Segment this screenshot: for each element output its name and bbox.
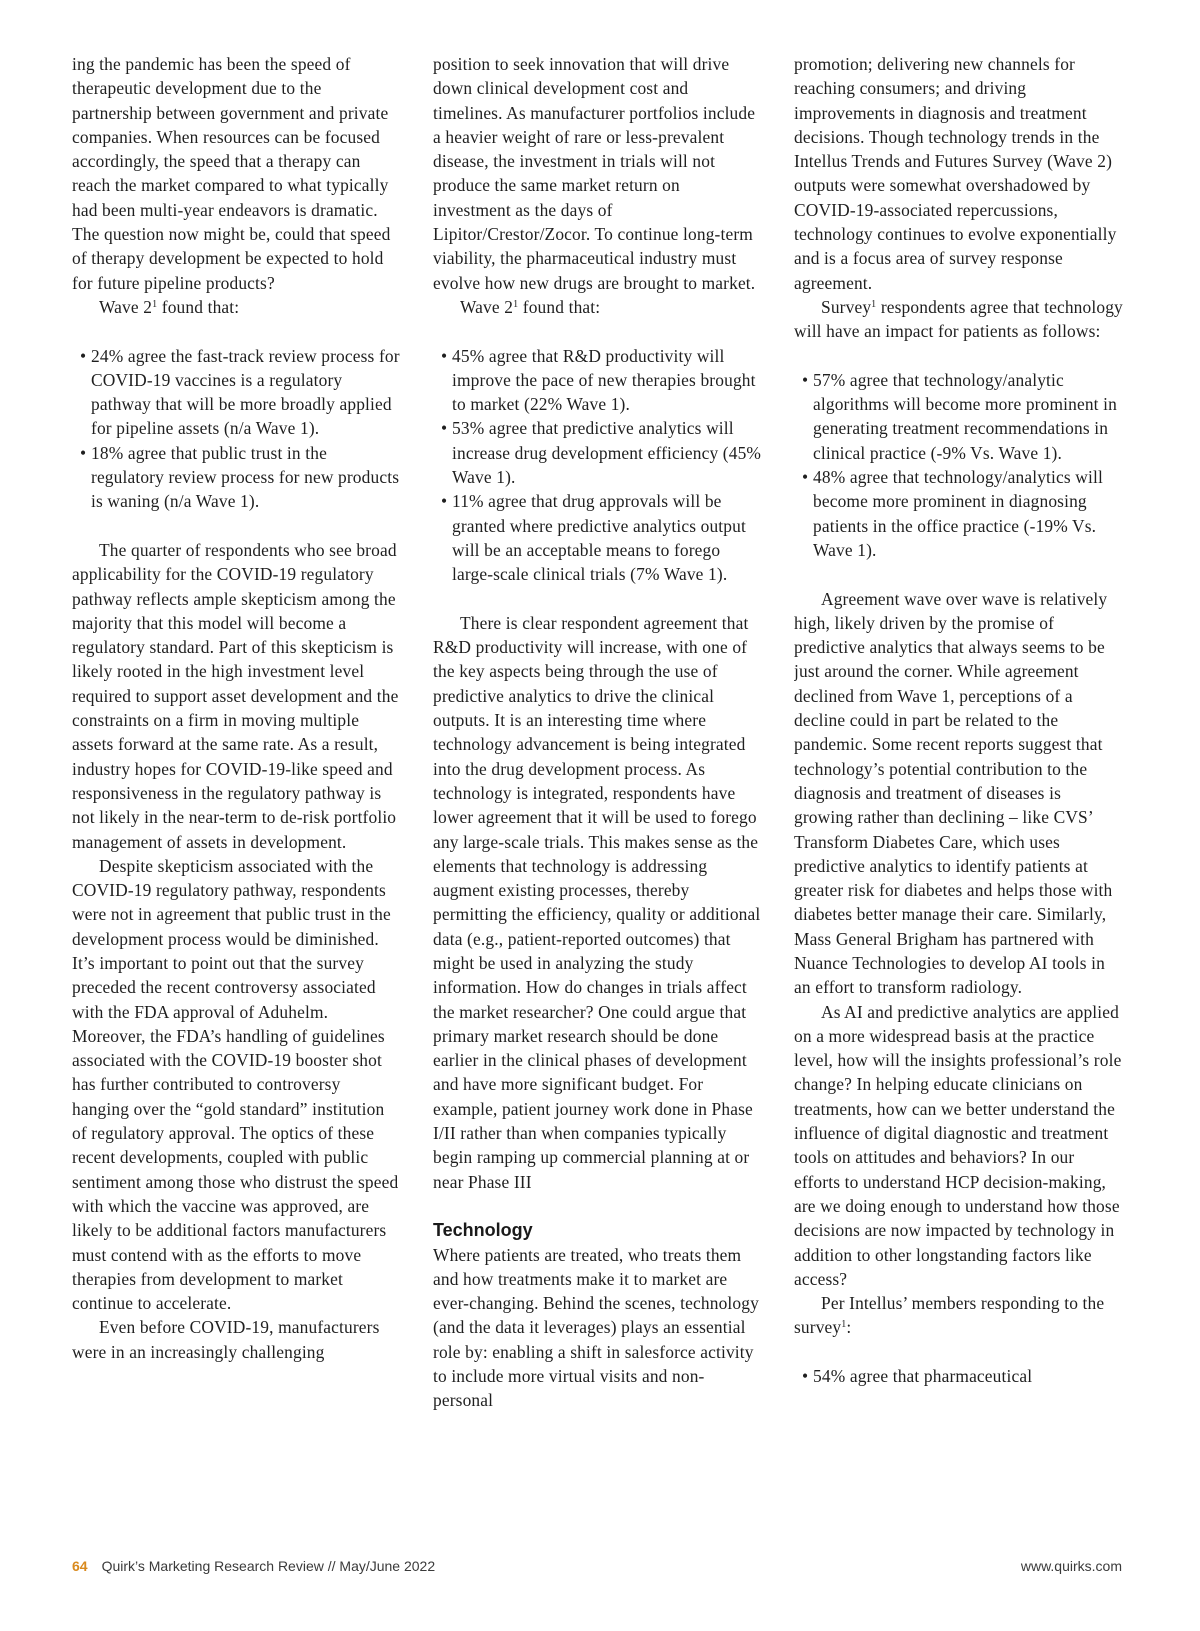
paragraph: Survey$^1$ respondents agree that technology will have an impact for patients as follows:	[794, 296, 1123, 342]
bullet-list	[433, 344, 762, 587]
bullet-list	[794, 368, 1123, 562]
paragraph: position to seek innovation that will drive down clinical development cost and timelines. As manufacturer portfolios include a heavier weight of rare or less-prevalent disease, the investment in trials will not produce the same market return on investment as the days of Lipitor/Crestor/Zocor. To continue long-term viability, the pharmaceutical industry must evolve how new drugs are brought to market.	[433, 54, 756, 293]
list-item: • 57% agree that technology/analytic algorithms will become more prominent in generating treatment recommendations in clinical practice (-9% Vs. Wave 1).	[794, 368, 1123, 465]
wave-intro: Wave $2^1$ found that:	[460, 296, 601, 317]
bullet-list	[794, 1364, 1123, 1388]
paragraph: promotion; delivering new channels for reaching consumers; and driving improvements in diagnosis and treatment decisions. Though technology trends in the Intellus Trends and Futures Survey (Wave 2) outputs were somewhat overshadowed by COVID-19-associated repercussions, technology continues to evolve exponentially and is a focus area of survey response agreement.	[794, 54, 1117, 293]
paragraph: Despite skepticism associated with the COVID-19 regulatory pathway, respondents were not in agreement that public trust in the development process would be diminished. It’s important to point out that the survey preceded the recent controversy associated with the FDA approval of Aduhelm. Moreover, the FDA’s handling of guidelines associated with the COVID-19 booster shot has further contributed to controversy hanging over the “gold standard” institution of regulatory approval. The optics of these recent developments, coupled with public sentiment among those who distrust the speed with which the vaccine was approved, are likely to be additional factors manufacturers must contend with as the efforts to move therapies from development to market continue to accelerate.	[72, 855, 399, 1314]
article-body	[72, 52, 1122, 1552]
wave-intro: Wave $2^1$ found that:	[99, 296, 240, 317]
section-heading: Technology	[433, 1220, 533, 1241]
page-footer	[72, 1556, 1122, 1576]
paragraph: There is clear respondent agreement that R&D productivity will increase, with one of the key aspects being through the use of predictive analytics to drive the clinical outputs. It is an interesting time where technology advancement is being integrated into the drug development process. As technology is integrated, respondents have lower agreement that it will be used to forego any large-scale trials. This makes sense as the elements that technology is addressing augment existing processes, thereby permitting the efficiency, quality or additional data (e.g., patient-reported outcomes) that might be used in analyzing the study information. How do changes in trials affect the market researcher? One could argue that primary market research should be done earlier in the clinical phases of development and have more significant budget. For example, patient journey work done in Phase I/II rather than when companies typically begin ramping up commercial planning at or near Phase III	[433, 612, 761, 1192]
publication-name: Quirk’s Marketing Research Review // May/June 2022	[101, 1558, 436, 1574]
paragraph: Per Intellus’ members responding to the survey$^1$:	[794, 1293, 1105, 1338]
page-number: 64	[72, 1558, 88, 1574]
paragraph: The quarter of respondents who see broad applicability for the COVID-19 regulatory pathway reflects ample skepticism among the majority that this model will become a regulatory standard. Part of this skepticism is likely rooted in the high investment level required to support asset development and the constraints on a firm in moving multiple assets forward at the same rate. As a result, industry hopes for COVID-19-like speed and responsiveness in the regulatory pathway is not likely in the near-term to de-risk portfolio management of assets in development.	[72, 539, 399, 852]
paragraph: Where patients are treated, who treats them and how treatments make it to market are ever-changing. Behind the scenes, technology (and the data it leverages) plays an essential role by: enabling a shift in salesforce activity to include more virtual visits and non-personal	[433, 1244, 759, 1411]
list-item: • 24% agree the fast-track review process for COVID-19 vaccines is a regulatory pathway that will be more broadly applied for pipeline assets (n/a Wave 1).	[72, 344, 401, 441]
website-link[interactable]: www.quirks.com	[1020, 1558, 1122, 1574]
bullet-list	[72, 344, 401, 514]
list-item: • 18% agree that public trust in the regulatory review process for new products is waning (n/a Wave 1).	[72, 441, 401, 514]
list-item: • 54% agree that pharmaceutical	[794, 1364, 1123, 1388]
column-2	[433, 52, 762, 1552]
column-1	[72, 52, 401, 1552]
column-3	[794, 52, 1123, 1552]
paragraph: ing the pandemic has been the speed of therapeutic development due to the partnership between government and private companies. When resources can be focused accordingly, the speed that a therapy can reach the market compared to what typically had been multi-year endeavors is dramatic. The question now might be, could that speed of therapy development be expected to hold for future pipeline products?	[72, 54, 391, 293]
list-item: • 45% agree that R&D productivity will improve the pace of new therapies brought to market (22% Wave 1).	[433, 344, 762, 417]
list-item: • 11% agree that drug approvals will be granted where predictive analytics output will be an acceptable means to forego large-scale clinical trials (7% Wave 1).	[433, 489, 762, 586]
paragraph: Agreement wave over wave is relatively high, likely driven by the promise of predictive analytics that always seems to be just around the corner. While agreement declined from Wave 1, perceptions of a decline could in part be related to the pandemic. Some recent reports suggest that technology’s potential contribution to the diagnosis and treatment of diseases is growing rather than declining – like CVS’ Transform Diabetes Care, which uses predictive analytics to identify patients at greater risk for diabetes and helps those with diabetes better manage their care. Similarly, Mass General Brigham has partnered with Nuance Technologies to develop AI tools in an effort to transform radiology.	[794, 588, 1113, 998]
paragraph: Even before COVID-19, manufacturers were in an increasingly challenging	[72, 1317, 380, 1362]
list-item: • 53% agree that predictive analytics will increase drug development efficiency (45% Wave 1).	[433, 416, 762, 489]
paragraph: As AI and predictive analytics are applied on a more widespread basis at the practice level, how will the insights professional’s role change? In helping educate clinicians on treatments, how can we better understand the influence of digital diagnostic and treatment tools on attitudes and behaviors? In our efforts to understand HCP decision-making, are we doing enough to understand how those decisions are now impacted by technology in addition to other longstanding factors like access?	[794, 1001, 1122, 1289]
footer-left	[72, 1558, 435, 1574]
list-item: • 48% agree that technology/analytics will become more prominent in diagnosing patients in the office practice (-19% Vs. Wave 1).	[794, 465, 1123, 562]
